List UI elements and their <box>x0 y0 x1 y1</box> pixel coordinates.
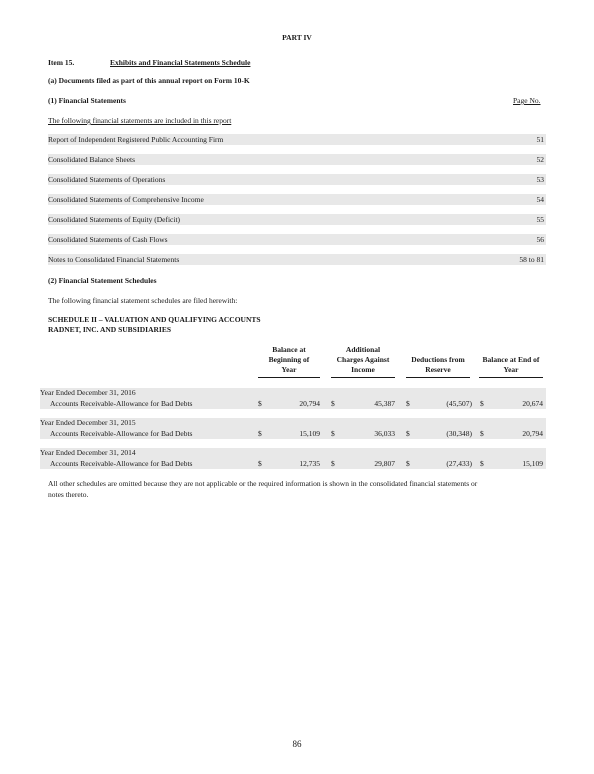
financial-statements-heading: (1) Financial Statements <box>48 96 126 105</box>
header-underline <box>258 377 320 378</box>
list-item-page: 52 <box>536 155 544 164</box>
list-item-page: 51 <box>536 135 544 144</box>
item-title: Exhibits and Financial Statements Schedule <box>110 58 251 67</box>
documents-filed-heading: (a) Documents filed as part of this annual report on Form 10-K <box>48 76 250 85</box>
header-line: Year <box>503 365 519 374</box>
header-line: Balance at End of <box>482 355 540 364</box>
value-charges: 29,807 <box>374 459 395 468</box>
list-item-label: Consolidated Statements of Operations <box>48 175 166 184</box>
table-row-year: Year Ended December 31, 2014 <box>40 448 136 457</box>
list-item-label: Notes to Consolidated Financial Statements <box>48 255 180 264</box>
currency-symbol: $ <box>331 459 335 468</box>
column-header-ending-balance <box>476 355 546 375</box>
currency-symbol: $ <box>406 399 410 408</box>
column-header-deductions <box>403 355 473 375</box>
header-line: Beginning of <box>268 355 310 364</box>
list-item-label: Consolidated Statements of Comprehensive Income <box>48 195 204 204</box>
header-line: Additional <box>345 345 381 354</box>
value-deductions: (30,348) <box>446 429 472 438</box>
part-title: PART IV <box>282 33 312 42</box>
item-number: Item 15. <box>48 58 75 67</box>
currency-symbol: $ <box>258 399 262 408</box>
list-item-page: 54 <box>536 195 544 204</box>
footnote-line-2: notes thereto. <box>48 490 89 499</box>
currency-symbol: $ <box>258 429 262 438</box>
value-charges: 45,387 <box>374 399 395 408</box>
currency-symbol: $ <box>406 429 410 438</box>
list-item-label: Consolidated Statements of Cash Flows <box>48 235 168 244</box>
currency-symbol: $ <box>480 429 484 438</box>
schedule-title: SCHEDULE II – VALUATION AND QUALIFYING ACCOUNTS <box>48 315 261 324</box>
value-ending: 20,794 <box>522 429 543 438</box>
table-row-label: Accounts Receivable-Allowance for Bad Debts <box>50 459 193 468</box>
column-header-additional-charges <box>328 345 398 375</box>
value-deductions: (27,433) <box>446 459 472 468</box>
footnote-line-1: All other schedules are omitted because they are not applicable or the required information is shown in the consolidated financial statements or <box>48 479 478 488</box>
value-ending: 15,109 <box>522 459 543 468</box>
schedules-heading: (2) Financial Statement Schedules <box>48 276 157 285</box>
value-beginning: 15,109 <box>299 429 320 438</box>
schedule-company: RADNET, INC. AND SUBSIDIARIES <box>48 325 172 334</box>
list-item-page: 53 <box>536 175 544 184</box>
header-underline <box>479 377 543 378</box>
table-row-label: Accounts Receivable-Allowance for Bad Debts <box>50 399 193 408</box>
page-number: 86 <box>292 739 302 749</box>
currency-symbol: $ <box>480 459 484 468</box>
header-line: Reserve <box>425 365 451 374</box>
header-line: Year <box>281 365 297 374</box>
currency-symbol: $ <box>331 399 335 408</box>
currency-symbol: $ <box>258 459 262 468</box>
currency-symbol: $ <box>331 429 335 438</box>
list-item-page: 55 <box>536 215 544 224</box>
header-line: Balance at <box>272 345 306 354</box>
header-underline <box>406 377 470 378</box>
page-no-label: Page No. <box>513 96 541 105</box>
value-charges: 36,033 <box>374 429 395 438</box>
financial-statements-intro: The following financial statements are included in this report <box>48 116 232 125</box>
list-item-label: Consolidated Statements of Equity (Deficit) <box>48 215 181 224</box>
list-item-label: Consolidated Balance Sheets <box>48 155 136 164</box>
header-underline <box>331 377 395 378</box>
value-beginning: 20,794 <box>299 399 320 408</box>
currency-symbol: $ <box>480 399 484 408</box>
list-item-page: 58 to 81 <box>519 255 544 264</box>
table-row-label: Accounts Receivable-Allowance for Bad Debts <box>50 429 193 438</box>
schedules-intro: The following financial statement schedules are filed herewith: <box>48 296 238 305</box>
value-deductions: (45,507) <box>446 399 472 408</box>
header-line: Income <box>351 365 375 374</box>
value-ending: 20,674 <box>522 399 543 408</box>
column-header-beginning-balance <box>256 345 322 375</box>
table-row-year: Year Ended December 31, 2015 <box>40 418 136 427</box>
currency-symbol: $ <box>406 459 410 468</box>
header-line: Charges Against <box>336 355 390 364</box>
list-item-page: 56 <box>536 235 544 244</box>
header-line: Deductions from <box>411 355 465 364</box>
list-item-label: Report of Independent Registered Public Accounting Firm <box>48 135 224 144</box>
table-row-year: Year Ended December 31, 2016 <box>40 388 136 397</box>
value-beginning: 12,735 <box>299 459 320 468</box>
